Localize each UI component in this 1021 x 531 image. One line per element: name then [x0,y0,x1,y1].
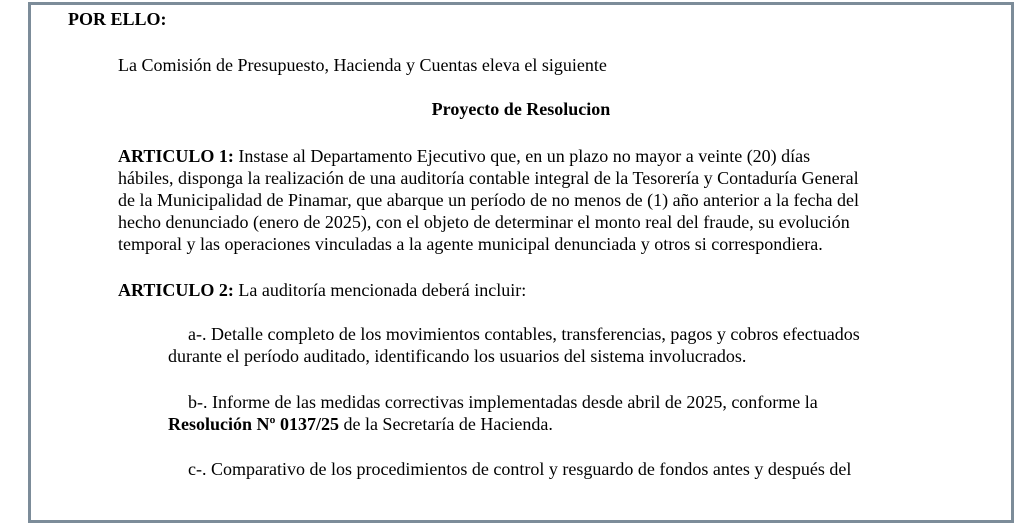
item-a-line2: durante el período auditado, identificando los usuarios del sistema involucrados. [168,346,747,366]
item-b-line1: b-. Informe de las medidas correctivas implementadas desde abril de 2025, conforme la [188,392,818,412]
item-c-line1: c-. Comparativo de los procedimientos de control y resguardo de fondos antes y después del [188,459,852,479]
article1-text: Instase al Departamento Ejecutivo que, en un plazo no mayor a veinte (20) días [233,146,811,166]
article1-line5: temporal y las operaciones vinculadas a la agente municipal denunciada y otros si correspondiera. [118,234,823,254]
article2-line [118,279,526,301]
article2-text: La auditoría mencionada deberá incluir: [233,280,527,300]
intro-text: La Comisión de Presupuesto, Hacienda y Cuentas eleva el siguiente [118,55,607,75]
article1-line4: hecho denunciado (enero de 2025), con el objeto de determinar el monto real del fraude, su evolución [118,212,850,232]
document-frame [28,2,1014,523]
article1-line3: de la Municipalidad de Pinamar, que abarque un período de no menos de (1) año anterior a la fecha del [118,190,859,210]
article1-line1 [118,145,810,167]
article2-label: ARTICULO 2: [118,280,234,300]
article1-line2: hábiles, disponga la realización de una auditoría contable integral de la Tesorería y Contaduría General [118,168,859,188]
item-b-resolution: Resolución Nº 0137/25 [168,414,339,434]
article1-label: ARTICULO 1: [118,146,234,166]
section-label: POR ELLO: [68,9,167,29]
item-b-line2 [168,413,553,435]
item-b-rest: de la Secretaría de Hacienda. [338,414,553,434]
project-title: Proyecto de Resolucion [431,99,611,119]
item-a-line1: a-. Detalle completo de los movimientos contables, transferencias, pagos y cobros efectuados [188,324,860,344]
